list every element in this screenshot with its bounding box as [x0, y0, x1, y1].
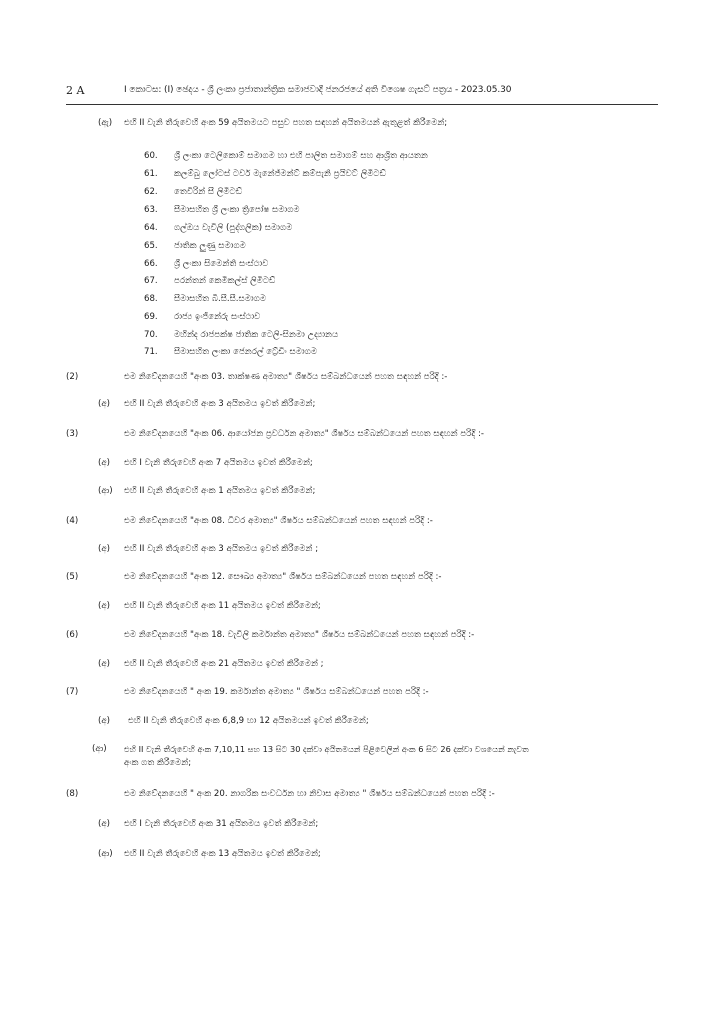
sub-item-label: (ආ): [98, 849, 113, 859]
section-text: එම නිවේදනයෙහි "අංක 18. වැවිලි කර්මාන්ත අමාත්‍ය" ශීර්ෂය සම්බන්ධයෙන් පහත සඳහන් පරිදි :-: [124, 630, 475, 640]
sub-item-text-continued: අංක ගත කිරීමෙන්;: [124, 758, 192, 768]
section-text: එම නිවේදනයෙහි "අංක 12. සෞඛ්‍ය අමාත්‍ය" ශීර්ෂය සම්බන්ධයෙන් පහත සඳහන් පරිදි :-: [124, 572, 442, 582]
sub-item-label: (ආ): [92, 744, 107, 754]
sub-item-text: එහි II වැනි තීරුවෙහි අංක 21 අයිතමය ඉවත් කිරීමෙන් ;: [124, 659, 324, 669]
list-item-number: 66.: [144, 259, 158, 269]
list-item-text: ගල්ඔය වැවිලි (පුද්ගලික) සමාගම: [174, 223, 293, 233]
sub-item-text: එහි II වැනි තීරුවෙහි අංක 7,10,11 සහ 13 සිට 30 දක්වා අයිතමයන් පිළිවෙලින් අංක 6 සිට 26 දක්වා වශයෙන් නැවත: [124, 744, 529, 754]
sub-item-label: (අ): [98, 399, 110, 409]
list-item-number: 70.: [144, 330, 158, 340]
list-item-number: 63.: [144, 205, 158, 215]
section-number: (5): [66, 572, 79, 582]
section-text: එම නිවේදනයෙහි "අංක 03. තාක්ෂණ අමාත්‍ය" ශීර්ෂය සම්බන්ධයෙන් පහත සඳහන් පරිදි :-: [124, 372, 448, 382]
section-number: (7): [66, 687, 79, 697]
section-number: (4): [66, 516, 79, 526]
list-item-number: 71.: [144, 347, 158, 357]
sub-item-text: එහි I වැනි තීරුවෙහි අංක 7 අයිතමය ඉවත් කිරීමෙන්;: [124, 458, 313, 468]
list-item-number: 60.: [144, 151, 158, 161]
list-item-text: සීමාසහිත ලංකා ජෙනරල් ට්‍රේඩිං සමාගම: [174, 347, 318, 357]
sub-item-text: එහි II වැනි තීරුවෙහි අංක 3 අයිතමය ඉවත් කිරීමෙන් ;: [124, 544, 319, 554]
section-text: එම නිවේදනයෙහි " අංක 20. නාගරික සංවර්ධන හා නිවාස අමාත්‍ය " ශීර්ෂය සම්බන්ධයෙන් පහත පරිදි :-: [124, 789, 495, 799]
gazette-title: I කොටස: (I) ඡෙදය - ශ්‍රී ලංකා ප්‍රජාතාන්ත්‍රික සමාජවාදී ජනරජයේ අති විශෙෂ ගැසට් පත්‍රය - 2023.05.30: [124, 85, 512, 95]
sub-item-label: (අ): [98, 716, 110, 726]
section-text: එම නිවේදනයෙහි " අංක 19. කර්මාන්ත අමාත්‍ය " ශීර්ෂය සම්බන්ධයෙන් පහත පරිදි :-: [124, 687, 429, 697]
list-item-text: මහින්ද රාජපක්ෂ ජාතික ටෙලි-සිනමා උද්‍යානය: [174, 330, 339, 340]
sub-item-text: එහි II වැනි තීරුවෙහි අංක 13 අයිතමය ඉවත් කිරීමෙන්;: [124, 849, 321, 859]
header-divider: [66, 104, 658, 105]
section-text: එම නිවේදනයෙහි "අංක 06. ආයෝජන ප්‍රවර්ධන අමාත්‍ය" ශීර්ෂය සම්බන්ධයෙන් පහත සඳහන් පරිදි :-: [124, 429, 484, 439]
list-item-text: සීමාසහිත ශ්‍රී ලංකා ත්‍රිපෝෂ සමාගම: [174, 205, 300, 215]
section-number: (6): [66, 630, 79, 640]
intro-item-text: එහි II වැනි තීරුවෙහි අංක 59 අයිතමයට පසුව පහත සඳහන් අයිතමයන් ඇතුළත් කිරීමෙන්;: [124, 118, 448, 128]
sub-item-label: (ආ): [98, 486, 113, 496]
intro-item-label: (ඇ): [98, 118, 113, 128]
sub-item-label: (අ): [98, 659, 110, 669]
sub-item-text: එහි II වැනි තීරුවෙහි අංක 6,8,9 හා 12 අයිතමයන් ඉවත් කිරීමෙන්;: [128, 716, 369, 726]
list-item-number: 61.: [144, 169, 158, 179]
list-item-text: ජාතික ලුණු සමාගම: [174, 241, 246, 251]
list-item-text: රාජ්‍ය ඉංජිනේරු සංස්ථාව: [174, 312, 261, 322]
sub-item-text: එහි II වැනි තීරුවෙහි අංක 3 අයිතමය ඉවත් කිරීමෙන්;: [124, 399, 316, 409]
sub-item-label: (අ): [98, 544, 110, 554]
sub-item-label: (අ): [98, 819, 110, 829]
list-item-number: 65.: [144, 241, 158, 251]
list-item-text: සීමාසහිත බී.සී.සී.සමාගම: [174, 294, 267, 304]
section-number: (8): [66, 789, 79, 799]
section-text: එම නිවේදනයෙහි "අංක 08. ධීවර අමාත්‍ය" ශීර්ෂය සම්බන්ධයෙන් පහත සඳහන් පරිදි :-: [124, 516, 433, 526]
list-item-text: කලම්බු ලෝටස් ටවර් මැනේජ්මන්ට් කම්පැනි ප්‍රයිවට් ලිමිටඩ්: [174, 169, 386, 179]
list-item-number: 69.: [144, 312, 158, 322]
page-number: 2 A: [66, 84, 85, 97]
page-header: [66, 84, 658, 104]
sub-item-label: (අ): [98, 601, 110, 611]
list-item-text: ශ්‍රී ලංකා සිමෙන්ති සංස්ථාව: [174, 259, 269, 269]
list-item-number: 64.: [144, 223, 158, 233]
sub-item-text: එහි II වැනි තීරුවෙහි අංක 11 අයිතමය ඉවත් කිරීමෙන්;: [124, 601, 321, 611]
list-item-number: 67.: [144, 276, 158, 286]
list-item-number: 68.: [144, 294, 158, 304]
sub-item-text: එහි I වැනි තීරුවෙහි අංක 31 අයිතමය ඉවත් කිරීමෙන්;: [124, 819, 319, 829]
list-item-text: පරන්තන් කෙමිකල්ස් ලිමිටඩ්: [174, 276, 276, 286]
list-item-number: 62.: [144, 187, 158, 197]
sub-item-text: එහි II වැනි තීරුවෙහි අංක 1 අයිතමය ඉවත් කිරීමෙන්;: [124, 486, 316, 496]
section-number: (3): [66, 429, 79, 439]
list-item-text: ශ්‍රී ලංකා ටෙලිකොම් සමාගම හා එහි පාලිත සමාගම් සහ ආශ්‍රිත ආයතන: [174, 151, 428, 161]
section-number: (2): [66, 372, 79, 382]
sub-item-label: (අ): [98, 458, 110, 468]
list-item-text: තෙවිරින් සී ලිමිටඩ්: [174, 187, 243, 197]
